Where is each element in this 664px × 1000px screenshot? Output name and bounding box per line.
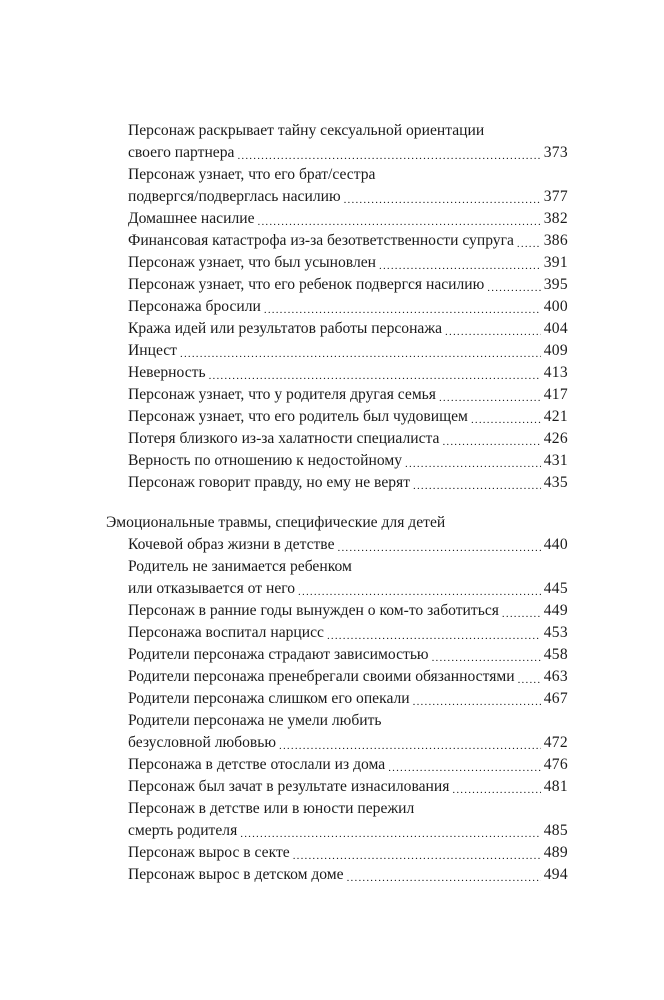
toc-entry-title: Персонаж вырос в секте <box>128 844 290 861</box>
dot-leader <box>347 873 541 889</box>
toc-entry-title: Персонаж был зачат в результате изнасилования <box>128 778 450 795</box>
toc-entry[interactable] <box>128 864 568 887</box>
page-number: 463 <box>543 668 568 685</box>
page-number: 426 <box>543 430 568 447</box>
toc-entry[interactable] <box>128 252 568 275</box>
toc-entry-title: Персонаж вырос в детском доме <box>128 866 344 883</box>
toc-entry-row <box>128 578 568 601</box>
dot-leader <box>413 481 541 497</box>
toc-entry[interactable] <box>128 384 568 407</box>
toc-entry-row <box>128 600 568 623</box>
toc-entry-title-line: Родители персонажа не умели любить <box>128 712 382 729</box>
page-number: 494 <box>543 866 568 883</box>
page-number: 458 <box>543 646 568 663</box>
toc-entry-row <box>128 622 568 645</box>
toc-entry-row <box>128 384 568 407</box>
toc-entry-row <box>128 208 568 231</box>
toc-entry-row <box>128 864 568 887</box>
toc-entry-row <box>128 428 568 451</box>
toc-entry-row <box>128 776 568 799</box>
page-number: 445 <box>543 580 568 597</box>
toc-entry-title: Персонаж узнает, что у родителя другая семья <box>128 386 436 403</box>
toc-entry-row <box>128 732 568 755</box>
page-number: 400 <box>543 298 568 315</box>
toc-entry-title: Родители персонажа страдают зависимостью <box>128 646 429 663</box>
toc-entry[interactable] <box>128 622 568 645</box>
toc-entry-title: Кочевой образ жизни в детстве <box>128 536 335 553</box>
toc-entry[interactable] <box>128 406 568 429</box>
toc-entry[interactable] <box>128 208 568 231</box>
page-number: 435 <box>543 474 568 491</box>
toc-entry-title: Персонаж узнает, что его ребенок подвергся насилию <box>128 276 485 293</box>
page-number: 472 <box>543 734 568 751</box>
toc-entry[interactable] <box>128 798 568 843</box>
toc-entry-title: смерть родителя <box>128 822 238 839</box>
page-number: 373 <box>543 144 568 161</box>
toc-entry-row <box>128 842 568 865</box>
toc-entry-row <box>128 406 568 429</box>
page-number: 485 <box>543 822 568 839</box>
toc-entry-row <box>128 666 568 689</box>
toc-entry-title: своего партнера <box>128 144 235 161</box>
page-number: 467 <box>543 690 568 707</box>
toc-entry-title: Родители персонажа слишком его опекали <box>128 690 410 707</box>
toc-entry-row <box>128 274 568 297</box>
toc-entry[interactable] <box>128 362 568 385</box>
page-number: 413 <box>543 364 568 381</box>
toc-entry-title: Персонаж узнает, что был усыновлен <box>128 254 376 271</box>
page-number: 395 <box>543 276 568 293</box>
toc-entry[interactable] <box>128 842 568 865</box>
toc-entry-row <box>128 142 568 165</box>
toc-entry[interactable] <box>128 428 568 451</box>
section-heading: Эмоциональные травмы, специфические для детей <box>106 514 446 531</box>
toc-entry-row <box>128 296 568 319</box>
toc-entry[interactable] <box>128 340 568 363</box>
toc-entry[interactable] <box>128 710 568 755</box>
toc-entry-title: Финансовая катастрофа из-за безответственности супруга <box>128 232 514 249</box>
toc-entry[interactable] <box>128 556 568 601</box>
toc-entry-title: Персонажа в детстве отослали из дома <box>128 756 386 773</box>
toc-entry-title: Потеря близкого из-за халатности специалиста <box>128 430 440 447</box>
page-number: 481 <box>543 778 568 795</box>
toc-entry-row <box>128 472 568 495</box>
toc-entry[interactable] <box>128 776 568 799</box>
page-number: 431 <box>543 452 568 469</box>
page-number: 404 <box>543 320 568 337</box>
toc-entry-row <box>128 186 568 209</box>
page-number: 440 <box>543 536 568 553</box>
toc-entry-title: Персонаж в ранние годы вынужден о ком-то заботиться <box>128 602 499 619</box>
toc-entry-title: Инцест <box>128 342 177 359</box>
toc-entry[interactable] <box>128 644 568 667</box>
toc-entry[interactable] <box>128 164 568 209</box>
page-number: 377 <box>543 188 568 205</box>
toc-entry[interactable] <box>128 296 568 319</box>
toc-entry-row <box>128 318 568 341</box>
toc-entry-row <box>128 820 568 843</box>
toc-entry-row <box>128 644 568 667</box>
toc-entry[interactable] <box>128 754 568 777</box>
toc-entry[interactable] <box>128 534 568 557</box>
toc-entry-title: Неверность <box>128 364 206 381</box>
toc-entry-title: Кража идей или результатов работы персонажа <box>128 320 443 337</box>
toc-entry-title: Персонаж говорит правду, но ему не верят <box>128 474 411 491</box>
toc-entry-title: или отказывается от него <box>128 580 296 597</box>
page-number: 382 <box>543 210 568 227</box>
toc-entry[interactable] <box>128 318 568 341</box>
toc-entry-row <box>128 450 568 473</box>
toc-entry-title: Персонаж узнает, что его родитель был чудовищем <box>128 408 468 425</box>
page-number: 421 <box>543 408 568 425</box>
toc-entry-row <box>128 340 568 363</box>
toc-entry-title: Домашнее насилие <box>128 210 255 227</box>
toc-entry-title-line: Персонаж в детстве или в юности пережил <box>128 800 415 817</box>
toc-entry[interactable] <box>128 600 568 623</box>
toc-entry-row <box>128 230 568 253</box>
toc-entry[interactable] <box>128 120 568 165</box>
page-number: 476 <box>543 756 568 773</box>
toc-entry-title-line: Персонаж узнает, что его брат/сестра <box>128 166 376 183</box>
page-number: 417 <box>543 386 568 403</box>
toc-entry-row <box>128 534 568 557</box>
toc-entry-title: Персонажа воспитал нарцисс <box>128 624 324 641</box>
toc-entry[interactable] <box>128 274 568 297</box>
page-number: 391 <box>543 254 568 271</box>
page-number: 489 <box>543 844 568 861</box>
toc-entry-title-line: Родитель не занимается ребенком <box>128 558 352 575</box>
toc-entry[interactable] <box>128 688 568 711</box>
page-number: 386 <box>543 232 568 249</box>
toc-entry[interactable] <box>128 450 568 473</box>
toc-entry-row <box>128 362 568 385</box>
toc-entry-title: Родители персонажа пренебрегали своими обязанностями <box>128 668 515 685</box>
page-number: 453 <box>543 624 568 641</box>
toc-entry-title-line: Персонаж раскрывает тайну сексуальной ориентации <box>128 122 485 139</box>
toc-entry-title: Персонажа бросили <box>128 298 261 315</box>
toc-entry-title: подвергся/подверглась насилию <box>128 188 341 205</box>
page-number: 409 <box>543 342 568 359</box>
toc-entry-row <box>128 754 568 777</box>
toc-entry-row <box>128 688 568 711</box>
toc-entry[interactable] <box>128 230 568 253</box>
page-number: 449 <box>543 602 568 619</box>
toc-entry[interactable] <box>128 472 568 495</box>
toc-entry-title: Верность по отношению к недостойному <box>128 452 402 469</box>
toc-entry-row <box>128 252 568 275</box>
toc-entry[interactable] <box>128 666 568 689</box>
toc-entry-title: безусловной любовью <box>128 734 277 751</box>
